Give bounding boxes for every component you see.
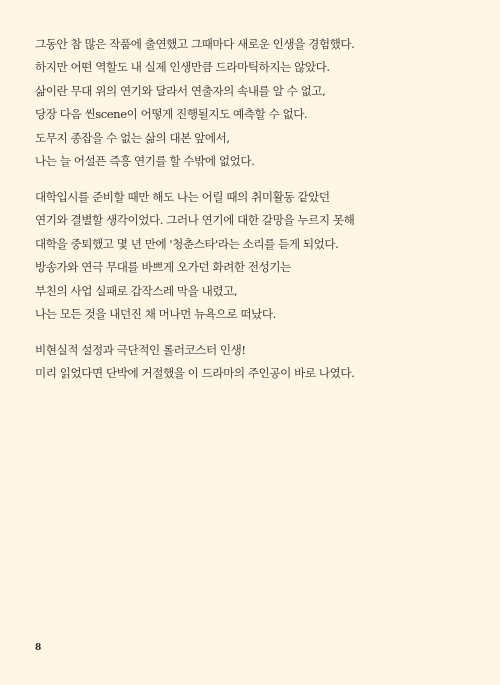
text-line: 부친의 사업 실패로 갑작스레 막을 내렸고, xyxy=(35,283,238,298)
text-line: 비현실적 설정과 극단적인 롤러코스터 인생! xyxy=(35,343,246,357)
paragraph-1 xyxy=(35,33,475,173)
text-line: 대학입시를 준비할 때만 해도 나는 어릴 때의 취미활동 같았던 xyxy=(35,190,330,204)
text-line: 그동안 참 많은 작품에 출연했고 그때마다 새로운 인생을 경험했다. xyxy=(35,37,355,51)
text-line: 나는 모든 것을 내던진 채 머나먼 뉴욕으로 떠났다. xyxy=(35,306,276,321)
text-line: 방송가와 연극 무대를 바쁘게 오가던 화려한 전성기는 xyxy=(35,260,291,275)
text-line: 대학을 중퇴했고 몇 년 만에 '청춘스타'라는 소리를 듣게 되었다. xyxy=(35,236,339,251)
text-line: 나는 늘 어설픈 즉흥 연기를 할 수밖에 없었다. xyxy=(35,153,255,168)
text-line: 하지만 어떤 역할도 내 실제 인생만큼 드라마틱하지는 않았다. xyxy=(35,60,330,75)
text-line: 당장 다음 씬scene이 어떻게 진행될지도 예측할 수 없다. xyxy=(35,107,308,122)
text-line: 연기와 결별할 생각이었다. 그러나 연기에 대한 갈망을 누르지 못해 xyxy=(35,213,355,228)
page-number: 8 xyxy=(35,643,42,653)
text-line: 미리 읽었다면 단박에 거절했을 이 드라마의 주인공이 바로 나였다. xyxy=(35,366,355,381)
text-line: 도무지 종잡을 수 없는 삶의 대본 앞에서, xyxy=(35,130,230,145)
paragraph-3 xyxy=(35,339,475,386)
text-line: 삶이란 무대 위의 연기와 달라서 연출자의 속내를 알 수 없고, xyxy=(35,83,326,98)
paragraph-2 xyxy=(35,186,475,326)
